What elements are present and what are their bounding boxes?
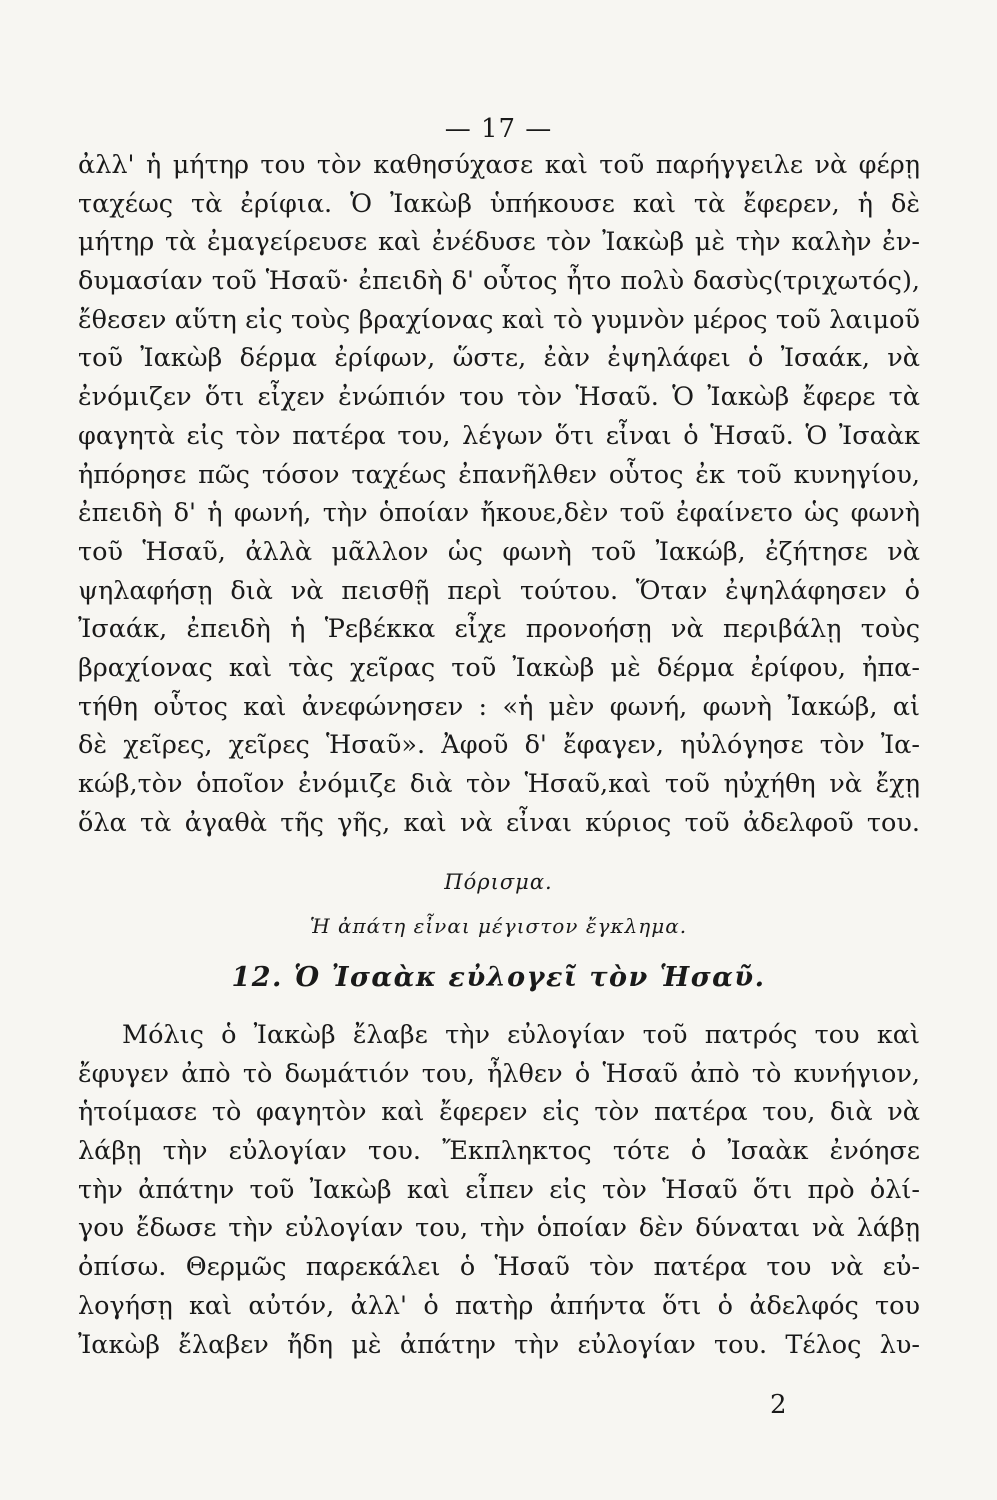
text-line: ἐνόμιζεν ὅτι εἶχεν ἐνώπιόν του τὸν Ἡσαῦ. Ὁ Ἰακὼβ ἔφερε τὰ — [78, 382, 920, 413]
text-line: ἔθεσεν αὕτη εἰς τοὺς βραχίονας καὶ τὸ γυμνὸν μέρος τοῦ λαιμοῦ — [78, 304, 920, 335]
text-line: τοῦ Ἡσαῦ, ἀλλὰ μᾶλλον ὡς φωνὴ τοῦ Ἰακώβ, ἐζήτησε νὰ — [78, 536, 920, 567]
porisma-heading: Πόρισμα. — [444, 870, 553, 894]
text-line: ὀπίσω. Θερμῶς παρεκάλει ὁ Ἡσαῦ τὸν πατέρα του νὰ εὐ- — [78, 1252, 920, 1283]
text-line: μήτηρ τὰ ἐμαγείρευσε καὶ ἐνέδυσε τὸν Ἰακὼβ μὲ τὴν καλὴν ἐν- — [78, 227, 920, 258]
text-line: ταχέως τὰ ἐρίφια. Ὁ Ἰακὼβ ὑπήκουσε καὶ τὰ ἔφερεν, ἡ δὲ — [78, 188, 920, 219]
text-line: ἡτοίμασε τὸ φαγητὸν καὶ ἔφερεν εἰς τὸν πατέρα του, διὰ νὰ — [78, 1097, 920, 1128]
motto-line: Ἡ ἀπάτη εἶναι μέγιστον ἔγκλημα. — [309, 914, 688, 938]
text-line: λάβῃ τὴν εὐλογίαν του. Ἔκπληκτος τότε ὁ Ἰσαὰκ ἐνόησε — [78, 1136, 920, 1167]
text-line: λογήσῃ καὶ αὐτόν, ἀλλ' ὁ πατὴρ ἀπήντα ὅτι ὁ ἀδελφός του — [78, 1290, 920, 1321]
text-line: τοῦ Ἰακὼβ δέρμα ἐρίφων, ὥστε, ἐὰν ἐψηλάφει ὁ Ἰσαάκ, νὰ — [78, 343, 920, 374]
signature-mark: 2 — [770, 1390, 787, 1420]
page-number: — 17 — — [444, 114, 553, 144]
text-line: Ἰσαάκ, ἐπειδὴ ἡ Ῥεβέκκα εἶχε προνοήσῃ νὰ περιβάλῃ τοὺς — [78, 614, 920, 645]
text-line: ἠπόρησε πῶς τόσον ταχέως ἐπανῆλθεν οὗτος ἐκ τοῦ κυνηγίου, — [78, 459, 920, 490]
text-line: ἀλλ' ἡ μήτηρ του τὸν καθησύχασε καὶ τοῦ παρήγγειλε νὰ φέρῃ — [78, 150, 920, 180]
text-line: τὴν ἀπάτην τοῦ Ἰακὼβ καὶ εἶπεν εἰς τὸν Ἡσαῦ ὅτι πρὸ ὀλί- — [78, 1174, 920, 1205]
text-line: δυμασίαν τοῦ Ἡσαῦ· ἐπειδὴ δ' οὗτος ἦτο πολὺ δασὺς(τριχωτός), — [78, 266, 920, 297]
text-line: γου ἔδωσε τὴν εὐλογίαν του, τὴν ὁποίαν δὲν δύναται νὰ λάβῃ — [78, 1213, 920, 1244]
text-line: Ἰακὼβ ἔλαβεν ἤδη μὲ ἀπάτην τὴν εὐλογίαν του. Τέλος λυ- — [78, 1329, 920, 1360]
section-title: 12. Ὁ Ἰσαὰκ εὐλογεῖ τὸν Ἡσαῦ. — [231, 962, 766, 993]
paragraph-2 — [78, 1016, 920, 1364]
text-line: φαγητὰ εἰς τὸν πατέρα του, λέγων ὅτι εἶναι ὁ Ἡσαῦ. Ὁ Ἰσαὰκ — [78, 420, 920, 451]
text-line: ψηλαφήσῃ διὰ νὰ πεισθῇ περὶ τούτου. Ὅταν ἐψηλάφησεν ὁ — [78, 575, 920, 606]
text-line: κώβ,τὸν ὁποῖον ἐνόμιζε διὰ τὸν Ἡσαῦ,καὶ τοῦ ηὐχήθη νὰ ἔχῃ — [78, 769, 920, 799]
text-line: τήθη οὗτος καὶ ἀνεφώνησεν : «ἡ μὲν φωνή, φωνὴ Ἰακώβ, αἱ — [78, 691, 920, 722]
text-line: Μόλις ὁ Ἰακὼβ ἔλαβε τὴν εὐλογίαν τοῦ πατρός του καὶ — [122, 1020, 920, 1050]
text-line: ἐπειδὴ δ' ἡ φωνή, τὴν ὁποίαν ἤκουε,δὲν τοῦ ἐφαίνετο ὡς φωνὴ — [78, 498, 920, 529]
text-line: ἔφυγεν ἀπὸ τὸ δωμάτιόν του, ἦλθεν ὁ Ἡσαῦ ἀπὸ τὸ κυνήγιον, — [78, 1058, 920, 1089]
text-line: ὅλα τὰ ἀγαθὰ τῆς γῆς, καὶ νὰ εἶναι κύριος τοῦ ἀδελφοῦ του. — [78, 807, 920, 838]
text-line: βραχίονας καὶ τὰς χεῖρας τοῦ Ἰακὼβ μὲ δέρμα ἐρίφου, ἠπα- — [78, 652, 920, 683]
paragraph-1 — [78, 146, 920, 842]
text-line: δὲ χεῖρες, χεῖρες Ἡσαῦ». Ἀφοῦ δ' ἔφαγεν, ηὐλόγησε τὸν Ἰα- — [78, 730, 920, 761]
